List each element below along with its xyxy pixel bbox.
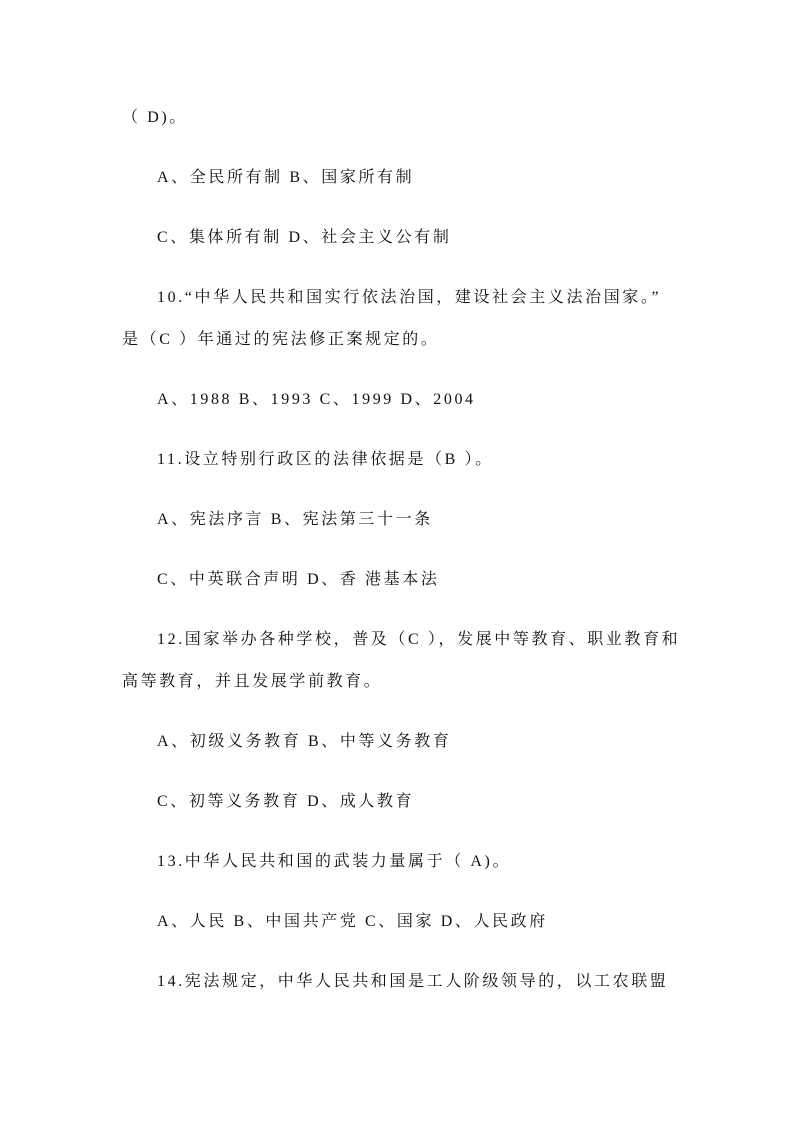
- question-11-options-ab: A、宪法序言 B、宪法第三十一条: [157, 511, 433, 528]
- question-13-stem: 13.中华人民共和国的武装力量属于（ A)。: [157, 853, 512, 870]
- question-14-stem: 14.宪法规定，中华人民共和国是工人阶级领导的，以工农联盟: [157, 973, 669, 990]
- question-9-options-ab: A、全民所有制 B、国家所有制: [157, 169, 415, 186]
- question-10-stem: 10.“中华人民共和国实行依法治国，建设社会主义法治国家。”: [157, 289, 662, 306]
- question-10-stem-continued: 是（C ）年通过的宪法修正案规定的。: [122, 331, 440, 348]
- question-12-stem: 12.国家举办各种学校，普及（C ），发展中等教育、职业教育和: [157, 631, 681, 648]
- question-13-options: A、人民 B、中国共产党 C、国家 D、人民政府: [157, 913, 548, 930]
- question-11-options-cd: C、中英联合声明 D、香 港基本法: [157, 571, 440, 588]
- question-9-options-cd: C、集体所有制 D、社会主义公有制: [157, 229, 452, 246]
- question-12-options-ab: A、初级义务教育 B、中等义务教育: [157, 733, 452, 750]
- question-12-stem-continued: 高等教育，并且发展学前教育。: [122, 673, 383, 690]
- question-9-answer-tail: （ D)。: [122, 109, 188, 126]
- question-10-options: A、1988 B、1993 C、1999 D、2004: [157, 391, 476, 408]
- question-12-options-cd: C、初等义务教育 D、成人教育: [157, 793, 415, 810]
- question-11-stem: 11.设立特别行政区的法律依据是（B ）。: [157, 451, 494, 468]
